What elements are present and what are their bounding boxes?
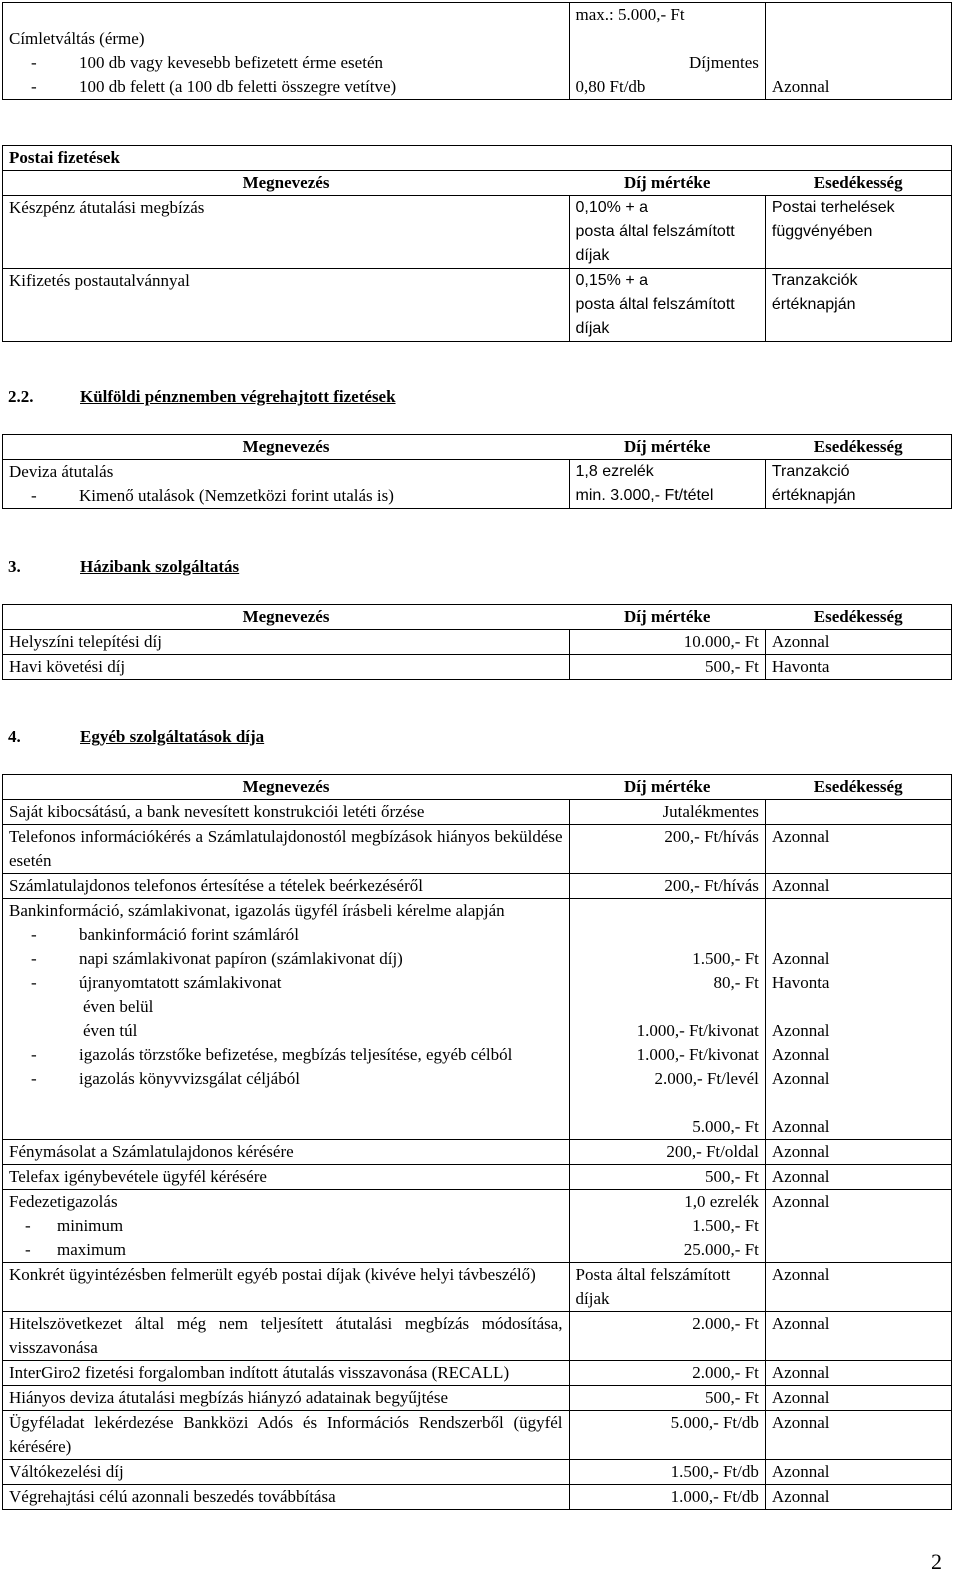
table-row: Végrehajtási célú azonnali beszedés továbbítása 1.000,- Ft/db Azonnal xyxy=(3,1485,952,1510)
coin-exchange-table xyxy=(2,2,952,100)
table-row: InterGiro2 fizetési forgalomban indított átutalás visszavonása (RECALL) 2.000,- Ft Azonnal xyxy=(3,1361,952,1386)
max-fee-value: max.: 5.000,- Ft xyxy=(575,5,685,24)
table-row: Telefax igénybevétele ügyfél kérésére 500,- Ft Azonnal xyxy=(3,1165,952,1190)
table-row: Kifizetés postautalvánnyal 0,15% + a posta által felszámított díjak Tranzakciók értéknapján xyxy=(3,269,952,342)
fee-value: Díjmentes xyxy=(688,53,759,72)
table-header: Megnevezés Díj mértéke Esedékesség xyxy=(3,171,952,196)
table-row: Váltókezelési díj 1.500,- Ft/db Azonnal xyxy=(3,1460,952,1485)
fee-value: 0,80 Ft/db xyxy=(575,77,646,96)
homebank-table xyxy=(2,604,952,680)
table-row xyxy=(3,3,952,100)
due-value: Azonnal xyxy=(771,77,830,96)
table-row: Fénymásolat a Számlatulajdonos kérésére 200,- Ft/oldal Azonnal xyxy=(3,1140,952,1165)
list-item: - 100 db vagy kevesebb befizetett érme esetén xyxy=(31,53,383,72)
table-row: Fedezetigazolás - minimum - maximum 1,0 ezrelék 1.500,- Ft 25.000,- Ft Azonnal xyxy=(3,1190,952,1263)
table-row: Helyszíni telepítési díj 10.000,- Ft Azonnal xyxy=(3,630,952,655)
table-row: Ügyféladat lekérdezése Bankközi Adós és Információs Rendszerből (ügyfél kérésére) 5.000,- Ft/db Azonnal xyxy=(3,1411,952,1460)
section-heading: 3. Házibank szolgáltatás xyxy=(8,557,240,576)
table-header: Megnevezés Díj mértéke Esedékesség xyxy=(3,435,952,460)
section-heading: 4. Egyéb szolgáltatások díja xyxy=(8,727,265,746)
table-row: Telefonos információkérés a Számlatulajdonostól megbízások hiányos beküldése esetén 200,- Ft/hívás Azonnal xyxy=(3,825,952,874)
table-row: Bankinformáció, számlakivonat, igazolás ügyfél írásbeli kérelme alapján - bankinformáció forint számláról - napi számlakivonat papíron (számlakivonat díj) - újranyomtatott számlakivonat éven belül éven túl - igazolás törzstőke befizetése, megbízás teljesítése, egyéb célból - igazolás könyvvizsgálat céljából 1.500,- Ft 80,- Ft 1.000,- Ft/kivonat 1.000,- Ft/kivonat 2.000,- Ft/levél 5.000,- Ft Azonnal Havonta Azonnal Azonnal Azonnal Azonnal xyxy=(3,899,952,1140)
postal-payments-table xyxy=(2,145,952,342)
table-row: Saját kibocsátású, a bank nevesített konstrukciói letéti őrzése Jutalékmentes xyxy=(3,800,952,825)
page-number: 2 xyxy=(931,1549,942,1574)
section-title: Postai fizetések xyxy=(3,146,952,171)
table-row: Hitelszövetkezet által még nem teljesített átutalási megbízás módosítása, visszavonása 2.000,- Ft Azonnal xyxy=(3,1312,952,1361)
coin-exchange-title: Címletváltás (érme) xyxy=(9,29,145,48)
table-header: Megnevezés Díj mértéke Esedékesség xyxy=(3,775,952,800)
table-row: Készpénz átutalási megbízás 0,10% + a posta által felszámított díjak Postai terhelések függvényében xyxy=(3,196,952,269)
table-row: Konkrét ügyintézésben felmerült egyéb postai díjak (kivéve helyi távbeszélő) Posta által felszámított díjak Azonnal xyxy=(3,1263,952,1312)
other-services-table xyxy=(2,774,952,1510)
table-row: Deviza átutalás - Kimenő utalások (Nemzetközi forint utalás is) 1,8 ezrelék min. 3.000,- Ft/tétel Tranzakció értéknapján xyxy=(3,460,952,509)
table-header: Megnevezés Díj mértéke Esedékesség xyxy=(3,605,952,630)
section-heading: 2.2. Külföldi pénznemben végrehajtott fizetések xyxy=(8,387,396,406)
table-row: Számlatulajdonos telefonos értesítése a tételek beérkezéséről 200,- Ft/hívás Azonnal xyxy=(3,874,952,899)
table-row: Havi követési díj 500,- Ft Havonta xyxy=(3,655,952,680)
foreign-payments-table xyxy=(2,434,952,509)
table-row: Hiányos deviza átutalási megbízás hiányzó adatainak begyűjtése 500,- Ft Azonnal xyxy=(3,1386,952,1411)
list-item: - 100 db felett (a 100 db feletti összegre vetítve) xyxy=(31,77,397,96)
